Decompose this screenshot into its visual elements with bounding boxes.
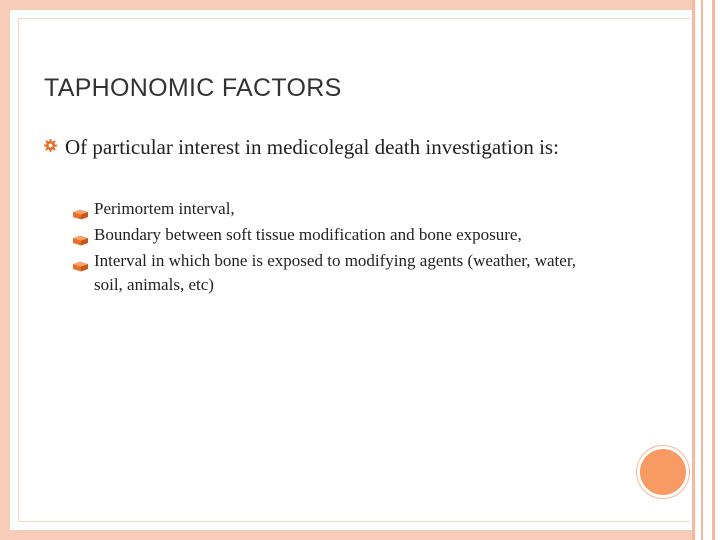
main-bullet	[44, 134, 644, 161]
decorative-line	[712, 0, 715, 540]
decorative-line	[701, 0, 703, 540]
gear-bullet-icon	[44, 139, 57, 157]
sub-bullet-text: Boundary between soft tissue modification and bone exposure,	[94, 225, 522, 244]
sub-bullet-item	[72, 223, 592, 247]
decorative-circle	[640, 449, 686, 495]
cube-bullet-icon	[72, 255, 89, 279]
slide-title: TAPHONOMIC FACTORS	[44, 74, 342, 102]
main-bullet-text: Of particular interest in medicolegal death investigation is:	[65, 135, 559, 159]
sub-bullet-item	[72, 197, 592, 221]
sub-bullet-item	[72, 249, 592, 297]
sub-bullet-text: Perimortem interval,	[94, 199, 235, 218]
decorative-line	[692, 0, 695, 540]
sub-bullet-list	[72, 197, 592, 299]
sub-bullet-text: Interval in which bone is exposed to modifying agents (weather, water, soil, animals, etc)	[94, 251, 577, 294]
